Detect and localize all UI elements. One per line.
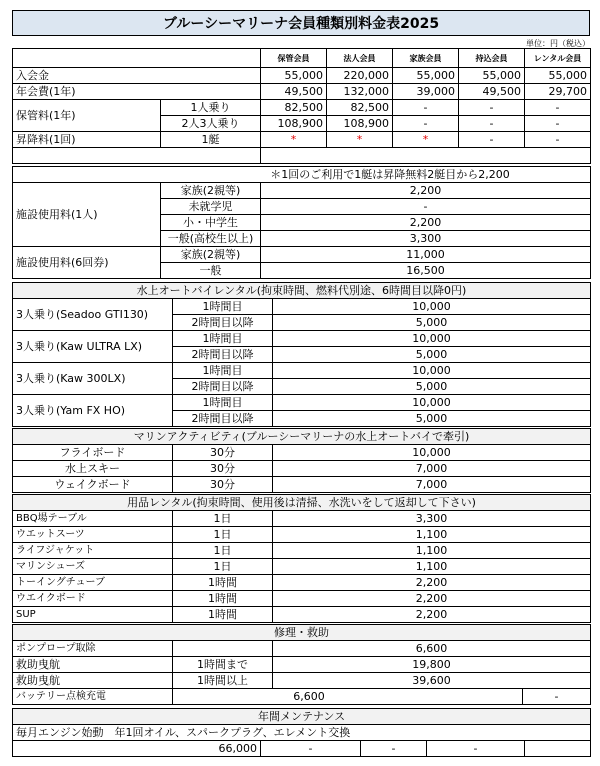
entry-fee-row: 入会金 55,000 220,000 55,000 55,000 55,000 <box>13 68 591 84</box>
marine-table: マリンアクティビティ(ブルーシーマリーナの水上オートバイで牽引) フライボード 30分 10,000 水上スキー 30分 7,000 ウェイクボード 30分 7,000 <box>12 428 591 493</box>
maintenance-table: 年間メンテナンス 毎月エンジン始動 年1回オイル、スパークプラグ、エレメント交換 66,000 - - - <box>12 708 591 757</box>
goods-header: 用品レンタル(拘束時間、使用後は清掃、水洗いをして返却して下さい) <box>13 495 591 511</box>
rental-header: 水上オートバイレンタル(拘束時間、燃料代別途、6時間目以降0円) <box>13 283 591 299</box>
lift-note-row <box>13 167 591 183</box>
maintenance-desc: 毎月エンジン始動 年1回オイル、スパークプラグ、エレメント交換 <box>13 725 591 741</box>
col-header: 保管会員 <box>261 49 327 68</box>
col-header: 法人会員 <box>327 49 393 68</box>
unit-note: 単位：円（税込） <box>526 39 590 48</box>
storage-fee-row: 2人3人乗り 108,900 108,900 - - - <box>13 116 591 132</box>
repair-header: 修理・救助 <box>13 625 591 641</box>
marine-header: マリンアクティビティ(ブルーシーマリーナの水上オートバイで牽引) <box>13 429 591 445</box>
col-header: 持込会員 <box>459 49 525 68</box>
storage-fee-row: 保管料(1年) 1人乗り 82,500 82,500 - - - <box>13 100 591 116</box>
col-header: レンタル会員 <box>525 49 591 68</box>
page-title: ブルーシーマリーナ会員種類別料金表2025 <box>12 10 590 36</box>
maintenance-header: 年間メンテナンス <box>13 709 591 725</box>
lift-fee-row: 昇降料(1回) 1艇 * * * - - <box>13 132 591 148</box>
membership-table <box>12 48 591 164</box>
annual-fee-row: 年会費(1年) 49,500 132,000 39,000 49,500 29,700 <box>13 84 591 100</box>
facility-table: ＊1回のご利用で1艇は昇降無料2艇目から2,200 施設使用料(1人) 家族(2親等) 2,200 未就学児 - 小・中学生 2,200 一般(高校生以上) 3,300 施設使用料(6回券) 家族(2親等) 11,000 一般 16,500 <box>12 166 591 279</box>
rental-table: 水上オートバイレンタル(拘束時間、燃料代別途、6時間目以降0円) 3人乗り(Seadoo GTI130) 1時間目 10,000 2時間目以降 5,000 3人乗り(Kaw ULTRA LX) 1時間目 10,000 2時間目以降 5,000 3人乗り(Kaw 300LX) 1時間目 10,000 2時間目以降 5,000 3人乗り(Yam FX HO) 1時間目 10,000 2時間目以降 5,000 <box>12 282 591 427</box>
repair-table: 修理・救助 ポンプロープ取除 6,600 救助曳航 1時間まで 19,800 救助曳航 1時間以上 39,600 バッテリー点検充電 6,600 - <box>12 624 591 705</box>
goods-table: 用品レンタル(拘束時間、使用後は清掃、水洗いをして返却して下さい) BBQ場テーブル 1日 3,300 ウエットスーツ 1日 1,100 ライフジャケット 1日 1,100 マリンシューズ 1日 1,100 トーイングチューブ 1時間 2,200 ウエイクボード 1時間 2,200 SUP 1時間 2,200 <box>12 494 591 623</box>
lift-note: ＊1回のご利用で1艇は昇降無料2艇目から2,200 <box>13 167 591 183</box>
col-header: 家族会員 <box>393 49 459 68</box>
